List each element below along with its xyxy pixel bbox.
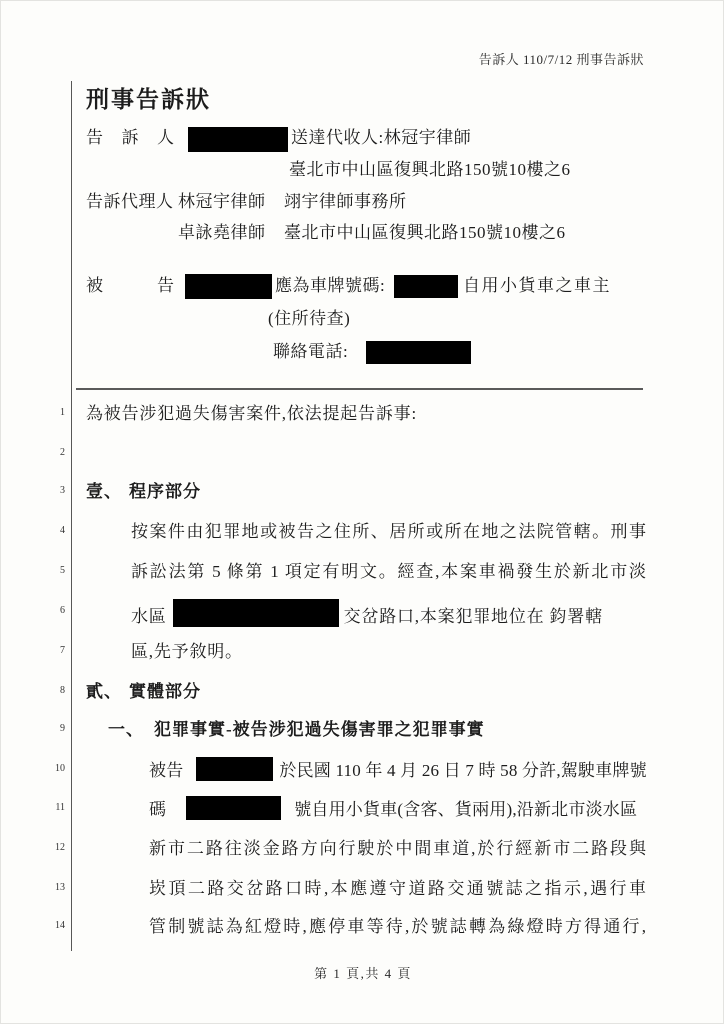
body-line (131, 599, 603, 625)
service-address: 臺北市中山區復興北路150號10樓之6 (289, 160, 571, 179)
redaction-block (366, 341, 471, 364)
line-number: 1 (60, 407, 65, 418)
redaction-block (186, 796, 281, 820)
section2-title: 實體部分 (129, 682, 201, 701)
line-number: 2 (60, 447, 65, 458)
line-number: 8 (60, 685, 65, 696)
body-line-text: 交岔路口,本案犯罪地位在 鈞署轄 (343, 607, 603, 626)
body-line-text: 於民國 110 年 4 月 26 日 7 時 58 分許,駕駛車牌號 (279, 761, 647, 780)
line-number: 14 (55, 920, 65, 931)
section1-number: 壹、 (86, 482, 122, 501)
item1-title: 犯罪事實-被告涉犯過失傷害罪之犯罪事實 (154, 720, 485, 739)
line-number: 5 (60, 565, 65, 576)
section-divider (76, 388, 643, 390)
margin-rule (71, 81, 72, 951)
redaction-block (173, 599, 339, 627)
agent-label: 告訴代理人 (86, 192, 174, 211)
header-note: 告訴人 110/7/12 刑事告訴狀 (478, 52, 644, 67)
redaction-block (394, 275, 458, 298)
line-number: 12 (55, 842, 65, 853)
agent2-name: 卓詠堯律師 (178, 223, 266, 242)
plaintiff-row (86, 125, 174, 151)
line-number: 13 (55, 882, 65, 893)
body-line: 區,先予敘明。 (131, 642, 243, 661)
body-line: 崁頂二路交岔路口時,本應遵守道路交通號誌之指示,遇行車 (149, 879, 646, 898)
line-number: 11 (55, 802, 65, 813)
defendant-text2: 自用小貨車之車主 (463, 276, 611, 295)
agent-name: 林冠宇律師 (178, 192, 266, 211)
line-number: 10 (55, 763, 65, 774)
body-line: 按案件由犯罪地或被告之住所、居所或所在地之法院管轄。刑事 (131, 522, 646, 541)
body-line: 訴訟法第 5 條第 1 項定有明文。經查,本案車禍發生於新北市淡 (131, 562, 646, 581)
line-number: 4 (60, 525, 65, 536)
body-line-text: 被告 (149, 761, 184, 780)
body-line: 管制號誌為紅燈時,應停車等待,於號誌轉為綠燈時方得通行, (149, 917, 646, 936)
section2-number: 貳、 (86, 682, 122, 701)
agent2-address: 臺北市中山區復興北路150號10樓之6 (284, 223, 566, 242)
residence-note: (住所待查) (268, 309, 351, 328)
body-intro: 為被告涉犯過失傷害案件,依法提起告訴事: (86, 404, 417, 423)
plaintiff-label: 告訴人 (86, 128, 174, 147)
defendant-row (86, 273, 174, 299)
body-line-text: 碼 (149, 800, 167, 819)
defendant-label: 被告 (86, 276, 174, 295)
service-agent: 送達代收人:林冠宇律師 (291, 128, 472, 147)
line-number: 6 (60, 605, 65, 616)
line-number: 9 (60, 723, 65, 734)
phone-label: 聯絡電話: (273, 342, 349, 361)
body-line: 新市二路往淡金路方向行駛於中間車道,於行經新市二路段與 (149, 839, 646, 858)
body-line-text: 水區 (131, 607, 167, 626)
body-line-text: 號自用小貨車(含客、貨兩用),沿新北市淡水區 (294, 800, 638, 819)
defendant-text1: 應為車牌號碼: (275, 276, 386, 295)
redaction-block (196, 757, 273, 781)
agent-firm: 翊宇律師事務所 (284, 192, 407, 211)
page-title: 刑事告訴狀 (86, 87, 211, 112)
body-line (149, 796, 637, 822)
line-number: 3 (60, 485, 65, 496)
redaction-block (185, 274, 272, 299)
body-line (149, 757, 647, 783)
page-footer: 第 1 頁,共 4 頁 (314, 966, 412, 981)
line-number: 7 (60, 645, 65, 656)
redaction-block (188, 127, 288, 152)
item1-number: 一、 (108, 720, 144, 739)
section1-title: 程序部分 (129, 482, 201, 501)
